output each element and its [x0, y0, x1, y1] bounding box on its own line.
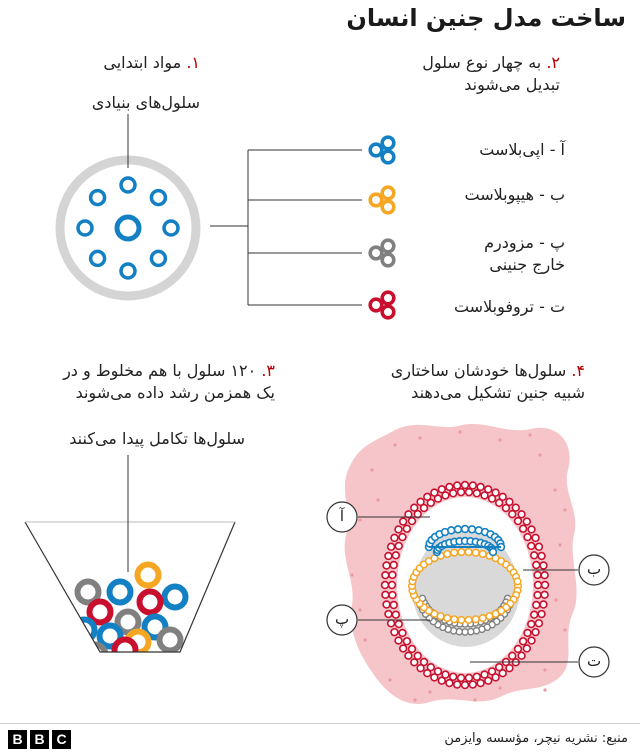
stem-cell-dish	[60, 160, 196, 296]
callout-b: ب	[586, 560, 602, 578]
step2-line2: تبدیل می‌شوند	[464, 75, 560, 94]
mixed-cells	[74, 565, 186, 666]
step2-line1: به چهار نوع سلول	[422, 53, 542, 72]
step3-line1: ۱۲۰ سلول با هم مخلوط و در	[63, 361, 257, 380]
cell-type-label-p: پ - مزودرم خارج جنینی	[484, 233, 565, 274]
footer-divider	[0, 723, 640, 724]
step1-number: ۱.	[186, 53, 200, 72]
step2-number: ۲.	[546, 53, 560, 72]
cell-type-icon	[370, 187, 394, 213]
step1-text: مواد ابتدایی	[103, 53, 182, 72]
step1-sublabel: سلول‌های بنیادی	[91, 93, 200, 112]
mixed-cell	[160, 630, 181, 651]
mixed-cell	[90, 602, 111, 623]
cell-type-icon	[370, 292, 394, 318]
mixed-cell	[85, 645, 106, 666]
mixed-cell	[138, 565, 159, 586]
cell-type-icons	[370, 137, 394, 318]
callout-t: ت	[586, 652, 602, 670]
mixed-cell	[140, 592, 161, 613]
mixed-cell	[110, 582, 131, 603]
step3-sublabel: سلول‌ها تکامل پیدا می‌کنند	[69, 429, 245, 448]
callout-p: پ	[334, 610, 350, 628]
mixed-cell	[165, 587, 186, 608]
mixing-vessel	[25, 522, 235, 666]
cell-type-label-a: آ - اپی‌بلاست	[479, 140, 565, 159]
cell-type-label-t: ت - تروفوبلاست	[453, 297, 565, 316]
cell-type-icon	[370, 137, 394, 163]
mixed-cell	[115, 640, 136, 661]
step4-line2: شبیه جنین تشکیل می‌دهند	[411, 383, 585, 402]
step4-line1: سلول‌ها خودشان ساختاری	[390, 361, 567, 380]
cell-type-label-b: ب - هیپوبلاست	[464, 185, 565, 204]
step3-line2: یک همزمن رشد داده می‌شوند	[75, 383, 275, 402]
page-title: ساخت مدل جنین انسان	[346, 4, 626, 32]
branch-connector	[210, 150, 362, 305]
bbc-logo: B B C	[8, 730, 71, 749]
step3-number: ۳.	[261, 361, 275, 380]
step4-number: ۴.	[571, 361, 585, 380]
source-credit: منبع: نشریه نیچر، مؤسسه وایزمن	[444, 731, 628, 746]
callout-a: آ	[339, 507, 345, 525]
cell-type-icon	[370, 240, 394, 266]
